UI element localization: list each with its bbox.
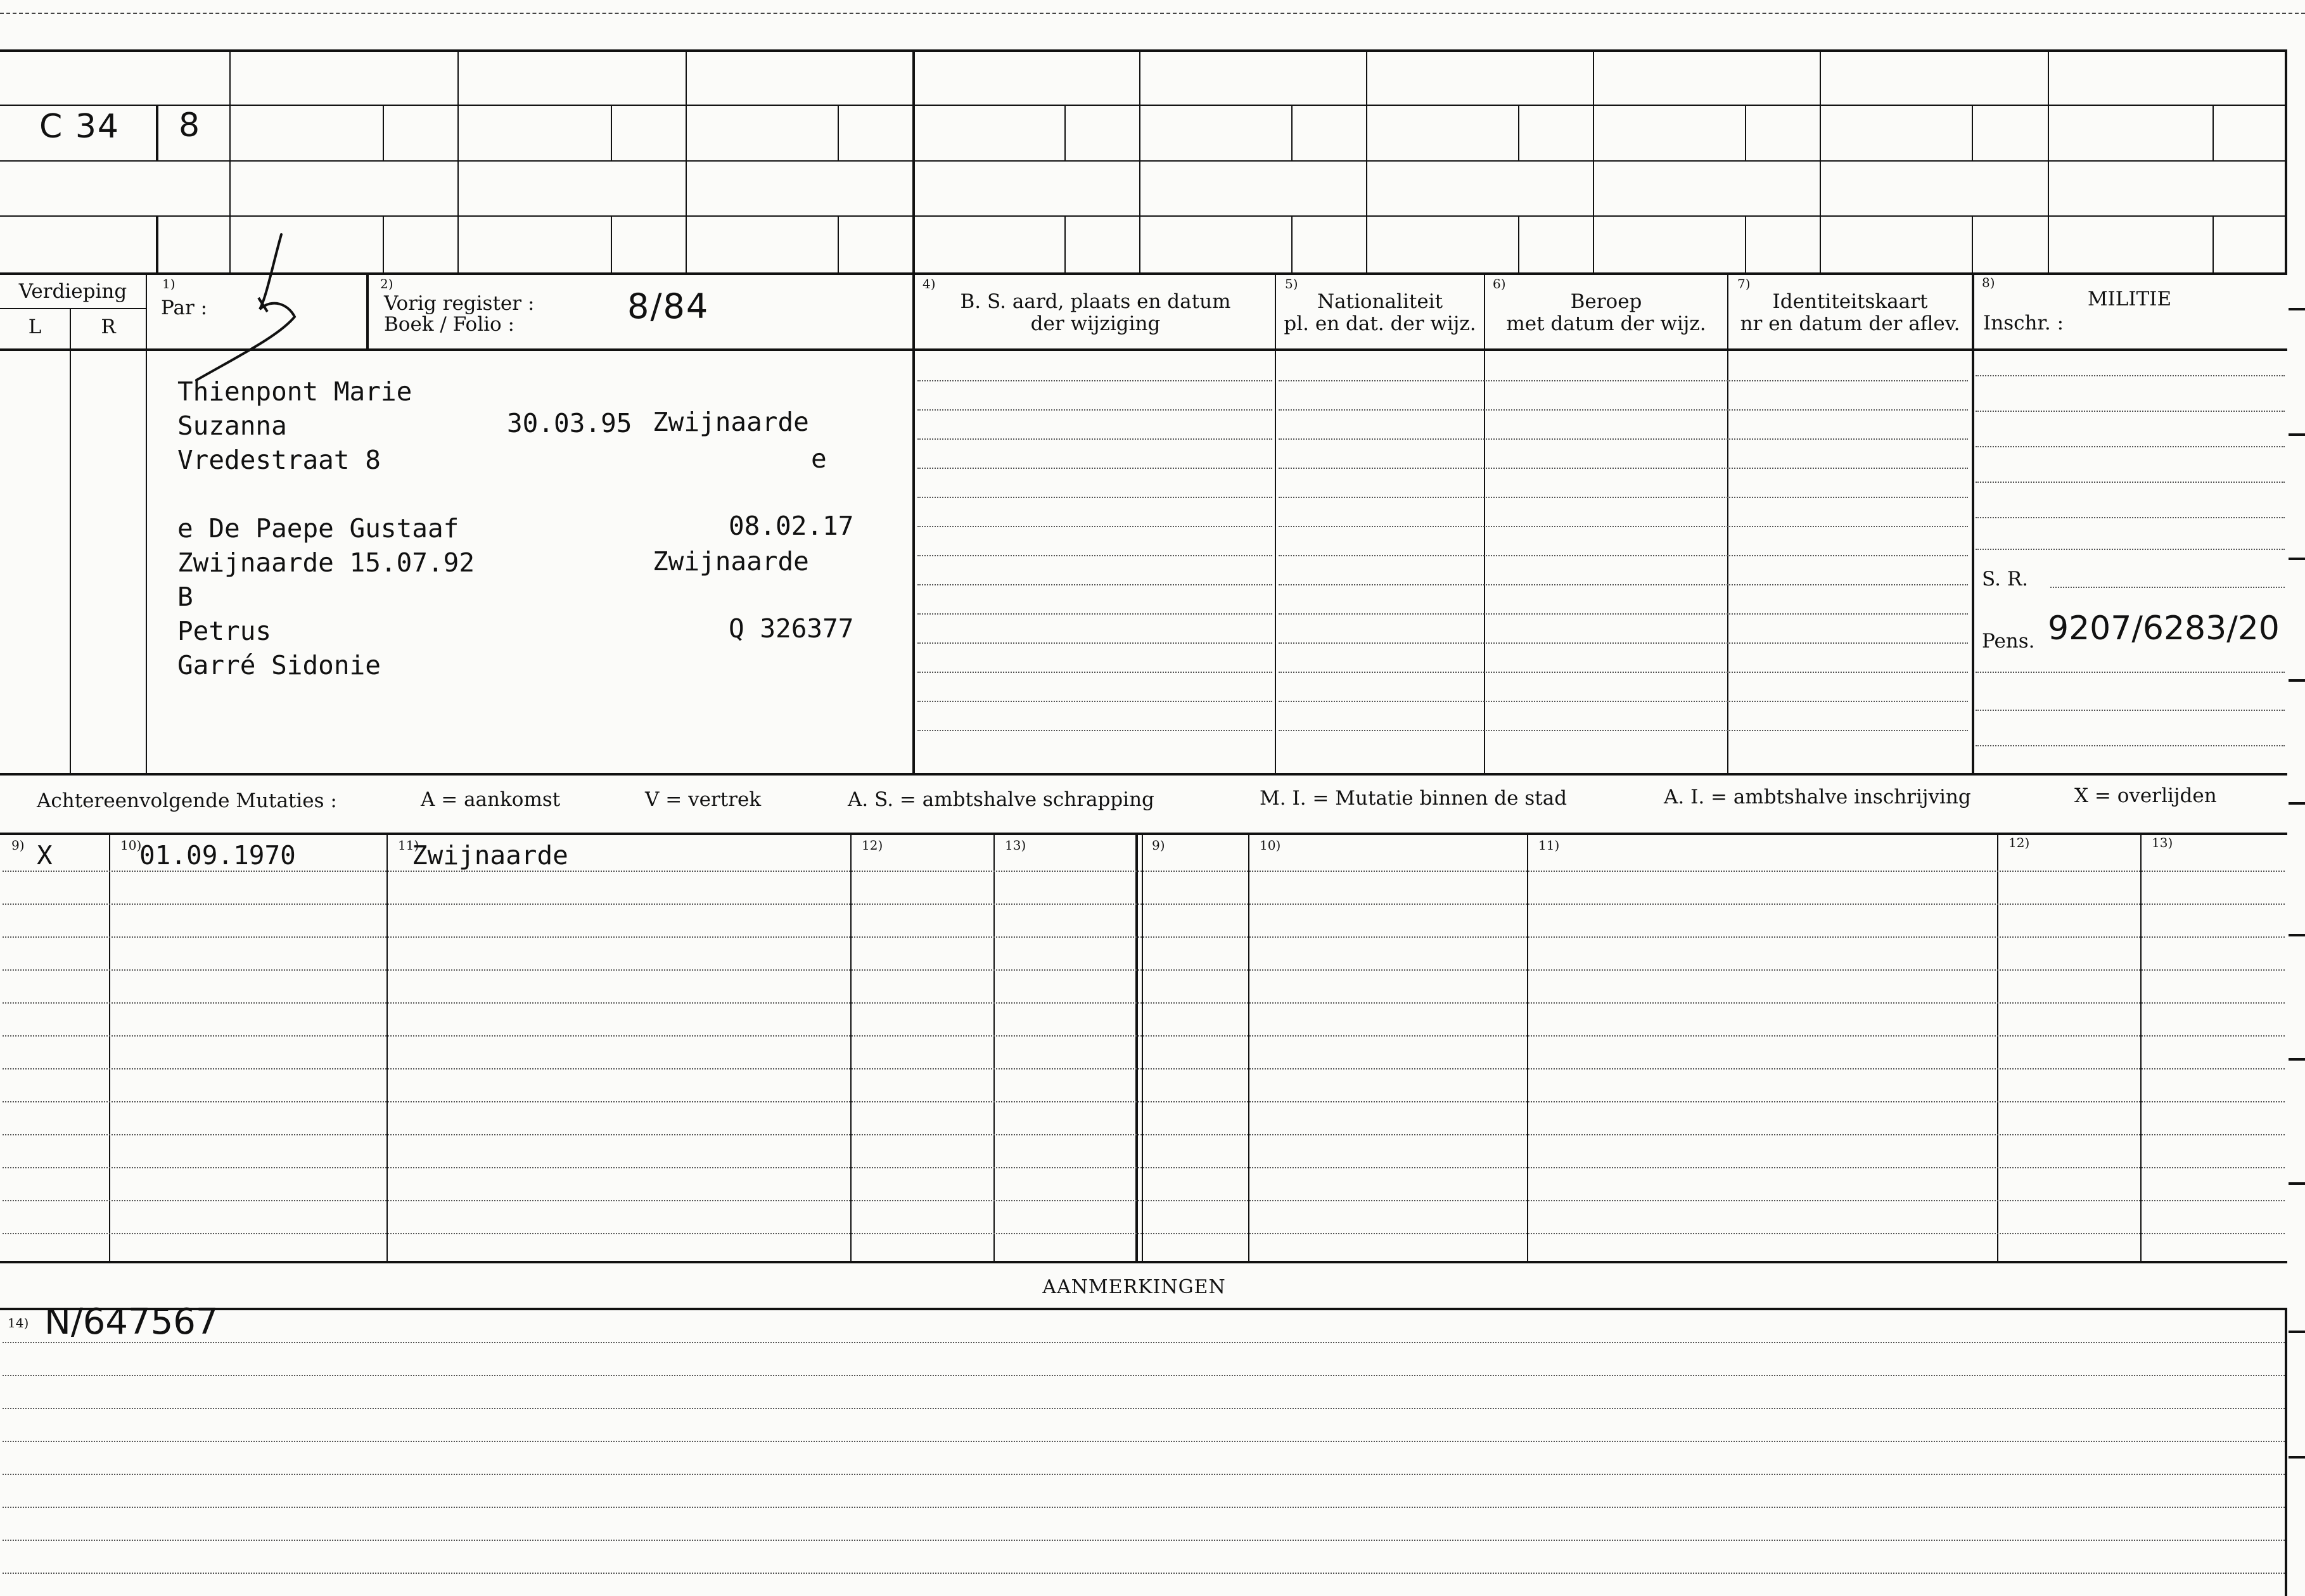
person-line-6: B (177, 582, 193, 612)
mut-col11-num: 11) (398, 838, 419, 853)
person-line-7-code: Q 326377 (729, 613, 854, 644)
mut-col12b-num: 12) (2008, 835, 2030, 850)
person-line-2-place: Zwijnaarde (653, 407, 809, 437)
legend-ai: A. I. = ambtshalve inschrijving (1664, 786, 1971, 808)
person-line-3-mark: e (811, 444, 827, 474)
mut-col13-num: 13) (1005, 838, 1026, 853)
col4-line2: der wijziging (1030, 312, 1161, 335)
col1-num: 1) (162, 276, 176, 291)
person-line-5: Zwijnaarde 15.07.92 (177, 547, 475, 578)
mutatie-type: X (37, 840, 53, 871)
person-line-4: e De Paepe Gustaaf (177, 513, 459, 544)
col2-value: 8/84 (627, 286, 710, 326)
mutatie-place: Zwijnaarde (412, 840, 568, 871)
legend-a: A = aankomst (421, 788, 561, 811)
col5-num: 5) (1285, 276, 1298, 291)
mut-col10-num: 10) (120, 838, 142, 853)
militie-inschr: Inschr. : (1983, 312, 2064, 335)
col4-num: 4) (923, 276, 936, 291)
mut-col9b-num: 9) (1152, 838, 1165, 853)
person-line-5-place: Zwijnaarde (653, 546, 809, 577)
number-value: 8 (179, 106, 201, 144)
pens-value: 9207/6283/20 (2048, 610, 2280, 648)
aanmerkingen-title: AANMERKINGEN (1042, 1276, 1226, 1298)
legend-x: X = overlijden (2074, 784, 2217, 807)
mutaties-title: Achtereenvolgende Mutaties : (37, 789, 337, 812)
person-line-7: Petrus (177, 616, 272, 646)
col5-line2: pl. en dat. der wijz. (1284, 312, 1476, 335)
col2-label-1: Vorig register : (384, 292, 535, 315)
col8-num: 8) (1982, 275, 1995, 290)
person-line-2-date: 30.03.95 (507, 408, 632, 438)
mut-col10b-num: 10) (1260, 838, 1281, 853)
col5-line1: Nationaliteit (1317, 290, 1443, 313)
mut-col13b-num: 13) (2152, 835, 2173, 850)
mut-col12-num: 12) (862, 838, 883, 853)
aanmerkingen-num: 14) (8, 1315, 29, 1331)
aanmerkingen-value: N/647567 (44, 1301, 219, 1343)
col1-label: Par : (161, 297, 208, 319)
person-line-8: Garré Sidonie (177, 650, 381, 680)
legend-mi: M. I. = Mutatie binnen de stad (1260, 787, 1568, 810)
verdieping-right: R (101, 316, 116, 338)
verdieping-left: L (28, 316, 42, 338)
legend-v: V = vertrek (645, 788, 762, 811)
pens-label: Pens. (1982, 630, 2035, 653)
mut-col9-num: 9) (11, 838, 25, 853)
col7-line2: nr en datum der aflev. (1740, 312, 1960, 335)
code-value: C 34 (39, 108, 120, 146)
person-line-1: Thienpont Marie (177, 376, 412, 407)
col6-line2: met datum der wijz. (1506, 312, 1706, 335)
mut-col11b-num: 11) (1538, 838, 1560, 853)
col6-num: 6) (1493, 276, 1506, 291)
person-line-4-date: 08.02.17 (729, 511, 854, 541)
col7-line1: Identiteitskaart (1772, 290, 1928, 313)
mutatie-date: 01.09.1970 (139, 840, 296, 871)
militie-title: MILITIE (2087, 288, 2172, 310)
verdieping-title: Verdieping (18, 280, 127, 303)
col2-label-2: Boek / Folio : (384, 313, 514, 336)
legend-as: A. S. = ambtshalve schrapping (848, 788, 1154, 811)
sr-label: S. R. (1982, 568, 2029, 591)
person-line-3: Vredestraat 8 (177, 445, 381, 475)
col4-line1: B. S. aard, plaats en datum (960, 290, 1231, 313)
col2-num: 2) (380, 276, 393, 291)
col6-line1: Beroep (1570, 290, 1642, 313)
col7-num: 7) (1737, 276, 1751, 291)
person-line-2-name: Suzanna (177, 411, 287, 441)
